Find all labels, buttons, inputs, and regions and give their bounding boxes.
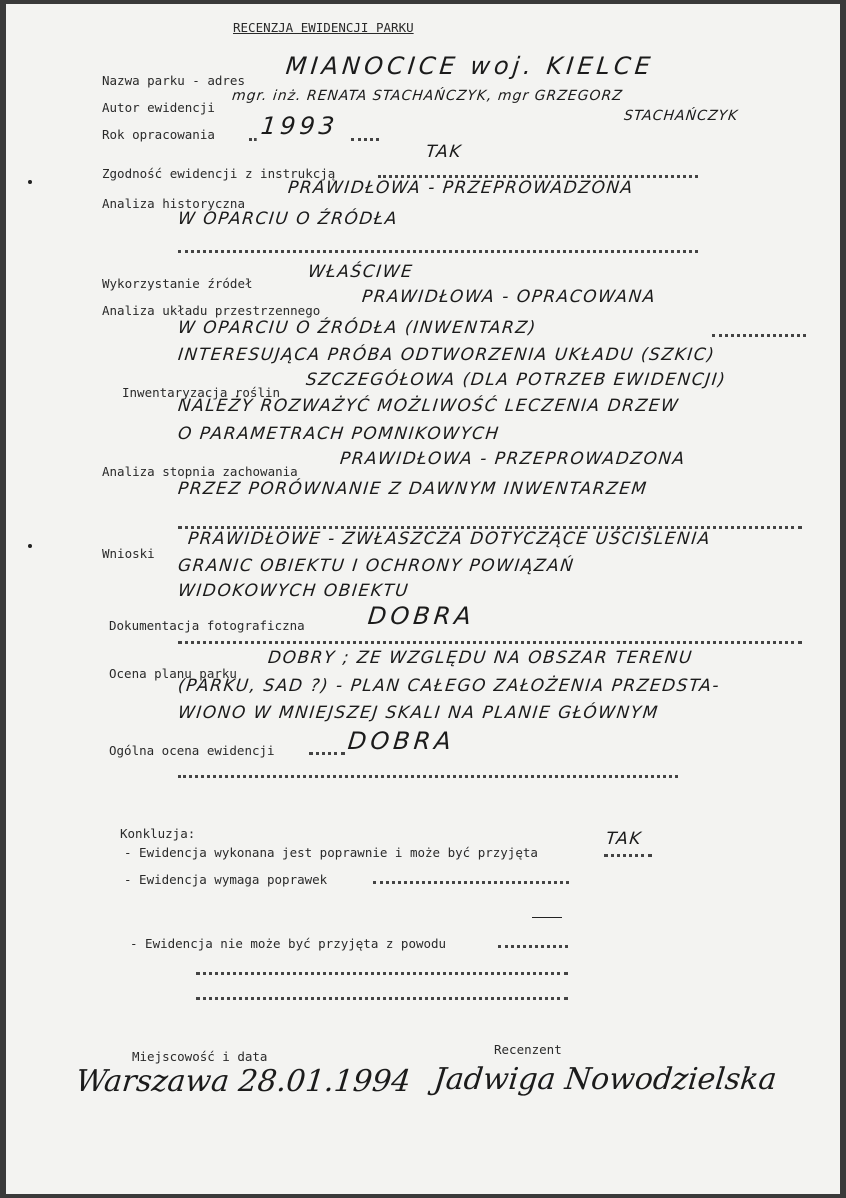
document-title: RECENZJA EWIDENCJI PARKU <box>233 20 414 35</box>
label-conclusions: Wnioski <box>102 546 155 561</box>
value-historical-2: W OPARCIU O ŹRÓDŁA <box>176 209 400 229</box>
conclusion-option-1: - Ewidencja wykonana jest poprawnie i może być przyjęta <box>124 845 538 860</box>
value-author: mgr. inż. RENATA STACHAŃCZYK, mgr GRZEGORZ <box>231 88 624 104</box>
value-inventory-3: O PARAMETRACH POMNIKOWYCH <box>176 424 501 444</box>
dots-overall-pre <box>309 752 345 755</box>
value-spatial-2: W OPARCIU O ŹRÓDŁA (INWENTARZ) <box>176 318 538 338</box>
value-park: MIANOCICE woj. KIELCE <box>284 52 656 80</box>
value-spatial-1: PRAWIDŁOWA - OPRACOWANA <box>360 287 658 307</box>
place-date-value: Warszawa 28.01.1994 <box>74 1064 413 1099</box>
label-compliance: Zgodność ewidencji z instrukcją <box>102 166 336 181</box>
label-spatial: Analiza układu przestrzennego <box>102 303 321 318</box>
value-plan-2: (PARKU, SAD ?) - PLAN CAŁEGO ZAŁOŻENIA PRZEDSTA- <box>176 676 722 696</box>
dots-option-3 <box>498 945 568 948</box>
value-inventory-2: NALEŻY ROZWAŻYĆ MOŻLIWOŚĆ LECZENIA DRZEW <box>176 396 681 416</box>
dots-year-post <box>351 138 379 141</box>
dots-option-3-line3 <box>196 997 568 1000</box>
label-year: Rok opracowania <box>102 127 215 142</box>
value-overall: DOBRA <box>346 727 457 755</box>
value-preservation-1: PRAWIDŁOWA - PRZEPROWADZONA <box>338 449 687 469</box>
place-date-label: Miejscowość i data <box>132 1049 268 1064</box>
value-sources: WŁAŚCIWE <box>306 262 415 282</box>
conclusion-option-3: - Ewidencja nie może być przyjęta z powodu <box>130 936 447 951</box>
value-compliance: TAK <box>424 142 464 162</box>
reviewer-signature: Jadwiga Nowodzielska <box>432 1062 779 1097</box>
value-year: 1993 <box>259 112 340 140</box>
label-plan: Ocena planu parku <box>109 666 237 681</box>
value-spatial-3: INTERESUJĄCA PRÓBA ODTWORZENIA UKŁADU (SZKIC) <box>176 345 717 365</box>
conclusion-option-1-answer: TAK <box>604 829 644 849</box>
dots-option-3-line2 <box>196 972 568 975</box>
label-inventory: Inwentaryzacja roślin <box>122 385 281 400</box>
value-plan-3: WIONO W MNIEJSZEJ SKALI NA PLANIE GŁÓWNYM <box>176 703 660 723</box>
reviewer-label: Recenzent <box>494 1042 562 1057</box>
label-sources: Wykorzystanie źródeł <box>102 276 253 291</box>
punch-hole-top <box>28 180 32 184</box>
label-photo: Dokumentacja fotograficzna <box>109 618 305 633</box>
dots-historical <box>178 250 698 253</box>
value-inventory-1: SZCZEGÓŁOWA (DLA POTRZEB EWIDENCJI) <box>304 370 728 390</box>
dots-overall <box>178 775 678 778</box>
conclusion-label: Konkluzja: <box>120 826 196 841</box>
label-preservation: Analiza stopnia zachowania <box>102 464 298 479</box>
value-photo: DOBRA <box>366 602 477 630</box>
value-author-2: STACHAŃCZYK <box>623 108 740 124</box>
dots-year-pre <box>249 138 257 141</box>
label-overall: Ogólna ocena ewidencji <box>109 743 275 758</box>
value-conclusions-1: PRAWIDŁOWE - ZWŁASZCZA DOTYCZĄCE UŚCIŚLENIA <box>186 529 712 549</box>
dots-photo <box>178 641 802 644</box>
conclusion-option-2: - Ewidencja wymaga poprawek <box>124 872 328 887</box>
punch-hole-bottom <box>28 544 32 548</box>
dots-option-1 <box>604 854 652 857</box>
label-author: Autor ewidencji <box>102 100 215 115</box>
value-preservation-2: PRZEZ PORÓWNANIE Z DAWNYM INWENTARZEM <box>176 479 649 499</box>
dash-mark <box>532 917 562 918</box>
label-park: Nazwa parku - adres <box>102 73 245 88</box>
value-conclusions-3: WIDOKOWYCH OBIEKTU <box>176 581 411 601</box>
value-historical-1: PRAWIDŁOWA - PRZEPROWADZONA <box>286 178 635 198</box>
document-sheet <box>6 4 840 1194</box>
label-historical: Analiza historyczna <box>102 196 245 211</box>
value-plan-1: DOBRY ; ZE WZGLĘDU NA OBSZAR TERENU <box>266 648 694 668</box>
value-conclusions-2: GRANIC OBIEKTU I OCHRONY POWIĄZAŃ <box>176 556 576 576</box>
dots-option-2 <box>373 881 569 884</box>
dots-spatial <box>712 334 806 337</box>
